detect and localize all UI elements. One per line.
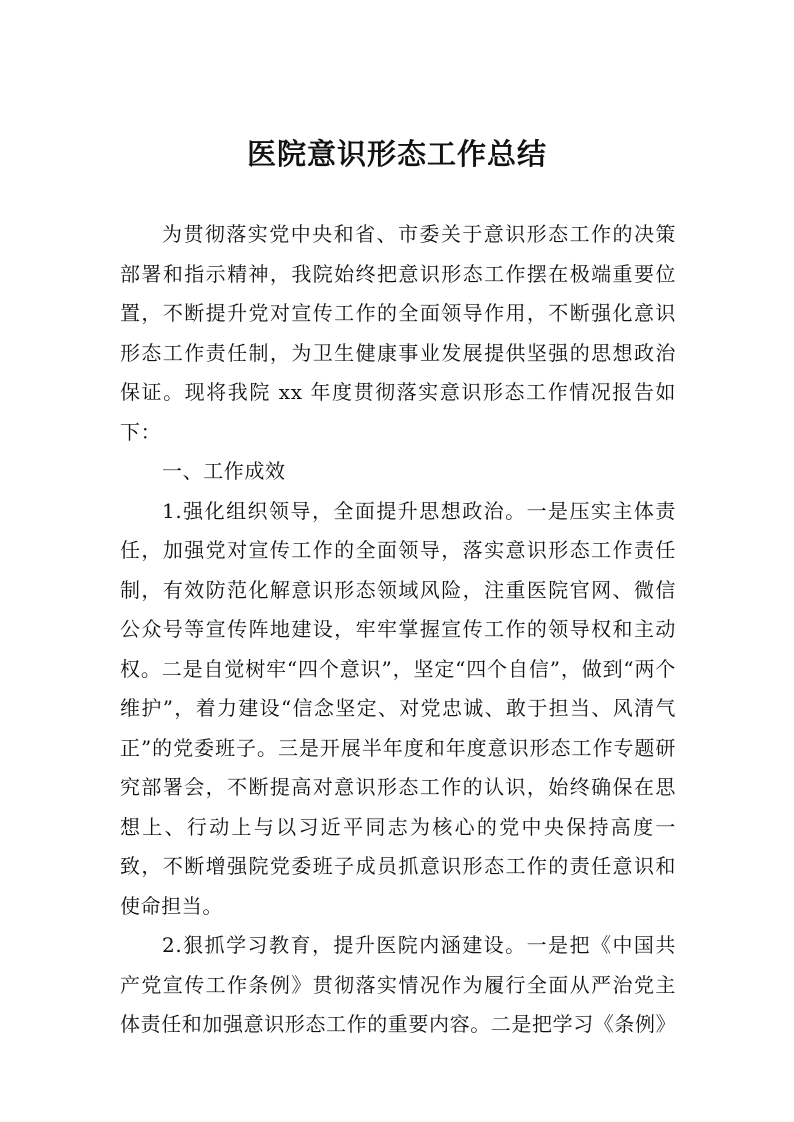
document-body bbox=[120, 215, 676, 1045]
section-heading-achievements: 一、工作成效 bbox=[162, 459, 286, 483]
paragraph-organization-leadership: 1.强化组织领导，全面提升思想政治。一是压实主体责任，加强党对宣传工作的全面领导，落实意识形态工作责任制，有效防范化解意识形态领域风险，注重医院官网、微信公众号等宣传阵地建设，牢牢掌握宣传工作的领导权和主动权。二是自觉树牢“四个意识”，坚定“四个自信”，做到“两个维护”，着力建设“信念坚定、对党忠诚、敢于担当、风清气正”的党委班子。三是开展半年度和年度意识形态工作专题研究部署会，不断提高对意识形态工作的认识，始终确保在思想上、行动上与以习近平同志为核心的党中央保持高度一致，不断增强院党委班子成员抓意识形态工作的责任意识和使命担当。 bbox=[120, 498, 676, 918]
document-title: 医院意识形态工作总结 bbox=[246, 137, 547, 171]
intro-paragraph: 为贯彻落实党中央和省、市委关于意识形态工作的决策部署和指示精神，我院始终把意识形态工作摆在极端重要位置，不断提升党对宣传工作的全面领导作用，不断强化意识形态工作责任制，为卫生健康事业发展提供坚强的思想政治保证。现将我院 xx 年度贯彻落实意识形态工作情况报告如下： bbox=[120, 222, 676, 444]
paragraph-study-education: 2.狠抓学习教育，提升医院内涵建设。一是把《中国共产党宣传工作条例》贯彻落实情况作为履行全面从严治党主体责任和加强意识形态工作的重要内容。二是把学习《条例》 bbox=[120, 933, 677, 1036]
